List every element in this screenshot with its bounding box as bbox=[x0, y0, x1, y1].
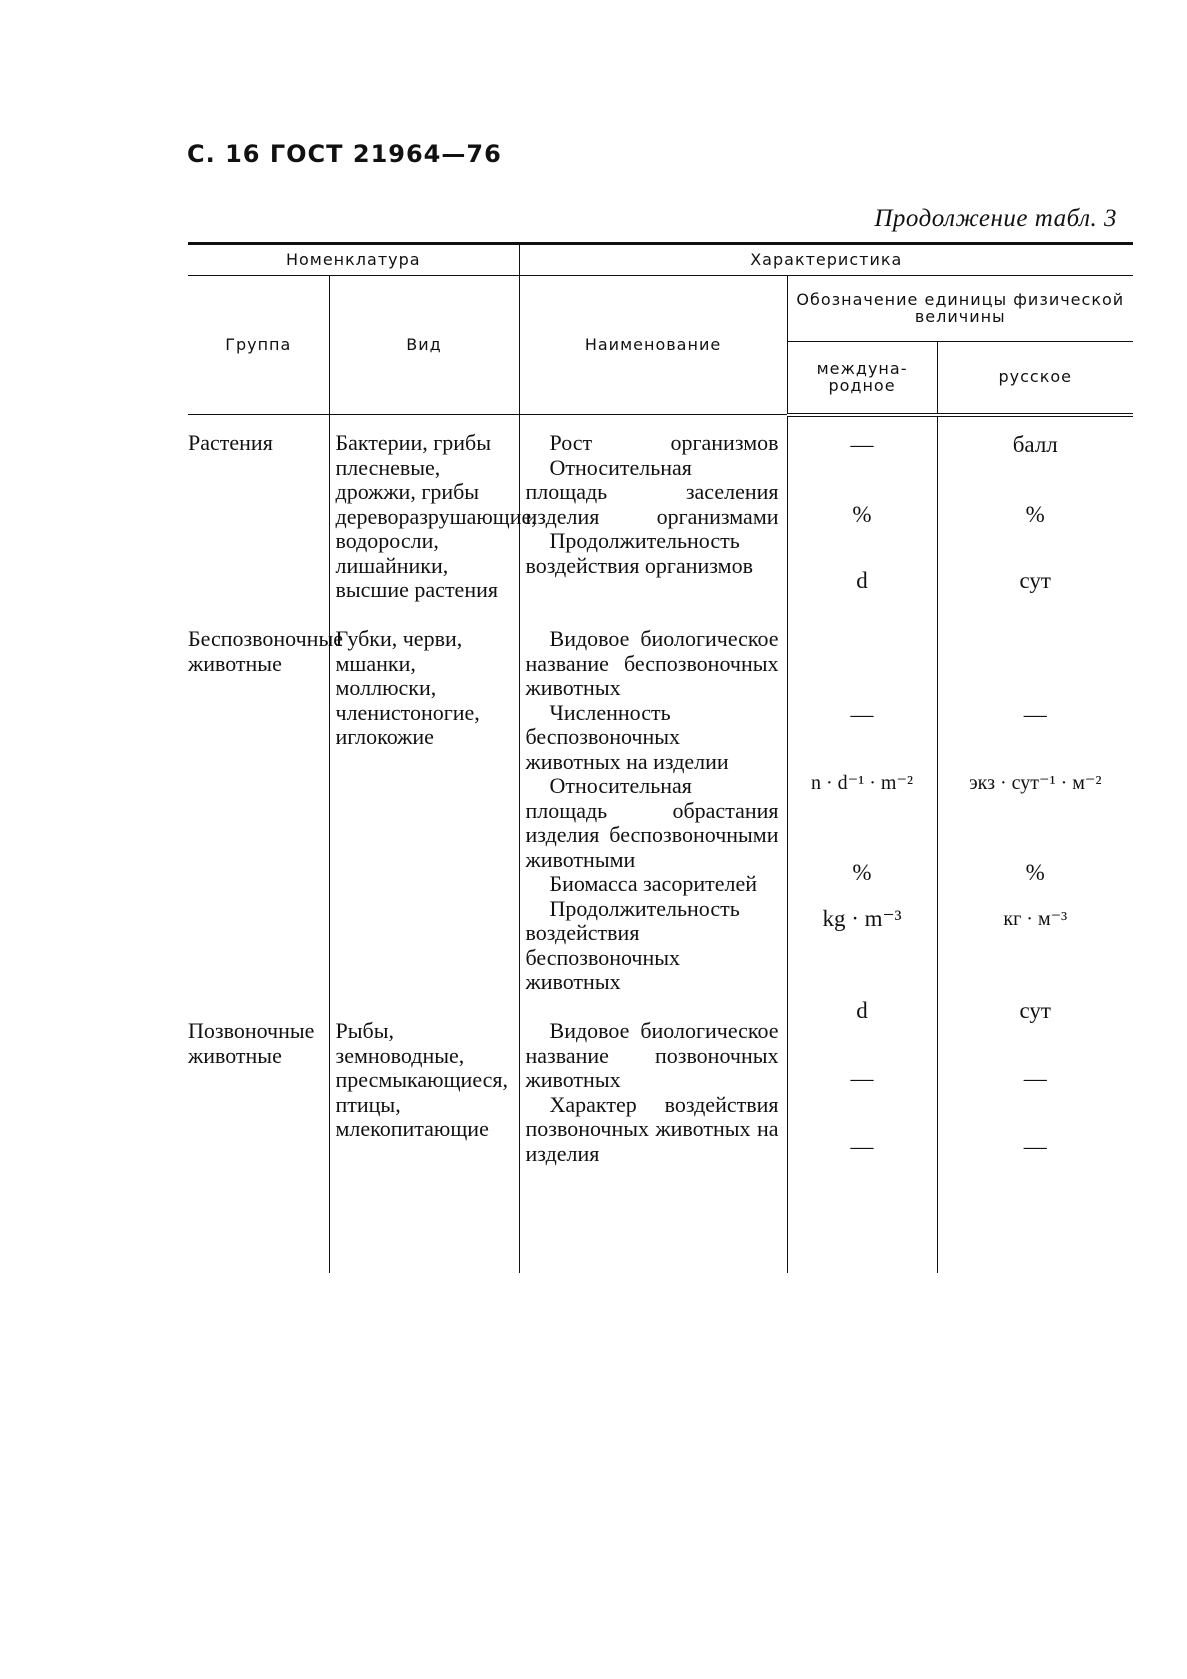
characteristics-table bbox=[188, 242, 1133, 1273]
list-item: Продолжительность воздействия беспозвоночных животных bbox=[525, 895, 740, 994]
unit-intl: % bbox=[852, 501, 872, 527]
list-item: Продолжительность воздействия организмов bbox=[525, 528, 753, 578]
russian-column bbox=[937, 415, 1133, 1273]
header-nomenclature: Номенклатура bbox=[188, 244, 519, 276]
unit-rus: сут bbox=[1019, 997, 1051, 1023]
table-body-row bbox=[188, 415, 1133, 1273]
unit-intl: d bbox=[856, 997, 868, 1023]
list-item: Относительная площадь заселения изделия организмами bbox=[525, 454, 779, 529]
list-item: Характер воздействия позвоночных животных на изделия bbox=[525, 1091, 779, 1166]
kind-vertebrates: Рыбы, земноводные, пресмыкающиеся, птицы, млекопитающие bbox=[335, 1018, 509, 1141]
list-item: Рост организмов bbox=[549, 430, 779, 455]
unit-intl: — bbox=[850, 1133, 874, 1159]
header-name: Наименование bbox=[519, 276, 787, 415]
unit-rus: экз · сут⁻¹ · м⁻² bbox=[969, 771, 1102, 794]
gost-table bbox=[188, 242, 1133, 1273]
list-item: Видовое биологическое название позвоночных животных bbox=[525, 1018, 779, 1092]
unit-intl: — bbox=[850, 1065, 874, 1091]
kind-plants: Бактерии, грибы плесневые, дрожжи, грибы дереворазрушающие, водоросли, лишайники, высшие растения bbox=[335, 430, 537, 602]
unit-intl: — bbox=[850, 431, 874, 457]
kind-column bbox=[329, 415, 537, 1273]
unit-rus: балл bbox=[1012, 431, 1058, 457]
international-column bbox=[787, 415, 937, 1273]
header-russian: русское bbox=[937, 341, 1133, 414]
list-item: Численность беспозвоночных животных на изделии bbox=[525, 699, 729, 774]
header-international: междуна-родное bbox=[787, 341, 937, 414]
page-reference: С. 16 ГОСТ 21964—76 bbox=[187, 140, 502, 168]
list-item: Биомасса засорителей bbox=[549, 871, 757, 896]
unit-intl: d bbox=[856, 567, 868, 593]
unit-intl: n · d⁻¹ · m⁻² bbox=[811, 771, 913, 794]
group-invertebrates: Беспозвоночные животные bbox=[188, 626, 343, 676]
unit-rus: % bbox=[1025, 859, 1045, 885]
kind-invertebrates: Губки, черви, мшанки, моллюски, членистоногие, иглокожие bbox=[335, 626, 480, 749]
unit-rus: сут bbox=[1019, 567, 1051, 593]
group-plants: Растения bbox=[188, 430, 273, 455]
name-column bbox=[519, 415, 787, 1273]
unit-rus: % bbox=[1025, 501, 1045, 527]
unit-intl: kg · m⁻³ bbox=[822, 905, 902, 931]
list-item: Относительная площадь обрастания изделия беспозвоночными животными bbox=[525, 773, 779, 872]
group-column bbox=[188, 415, 343, 1273]
unit-rus: — bbox=[1023, 1133, 1047, 1159]
table-continuation-label: Продолжение табл. 3 bbox=[874, 205, 1117, 232]
unit-intl: — bbox=[850, 701, 874, 727]
header-unit-designation: Обозначение единицы физической величины bbox=[787, 276, 1133, 342]
unit-rus: — bbox=[1023, 701, 1047, 727]
header-group: Группа bbox=[188, 276, 329, 415]
group-vertebrates: Позвоночные животные bbox=[188, 1018, 315, 1068]
header-kind: Вид bbox=[329, 276, 519, 415]
unit-rus: — bbox=[1023, 1065, 1047, 1091]
unit-intl: % bbox=[852, 859, 872, 885]
list-item: Видовое биологическое название беспозвоночных животных bbox=[525, 626, 779, 700]
header-characteristic: Характеристика bbox=[519, 244, 1133, 276]
unit-rus: кг · м⁻³ bbox=[1003, 907, 1068, 930]
